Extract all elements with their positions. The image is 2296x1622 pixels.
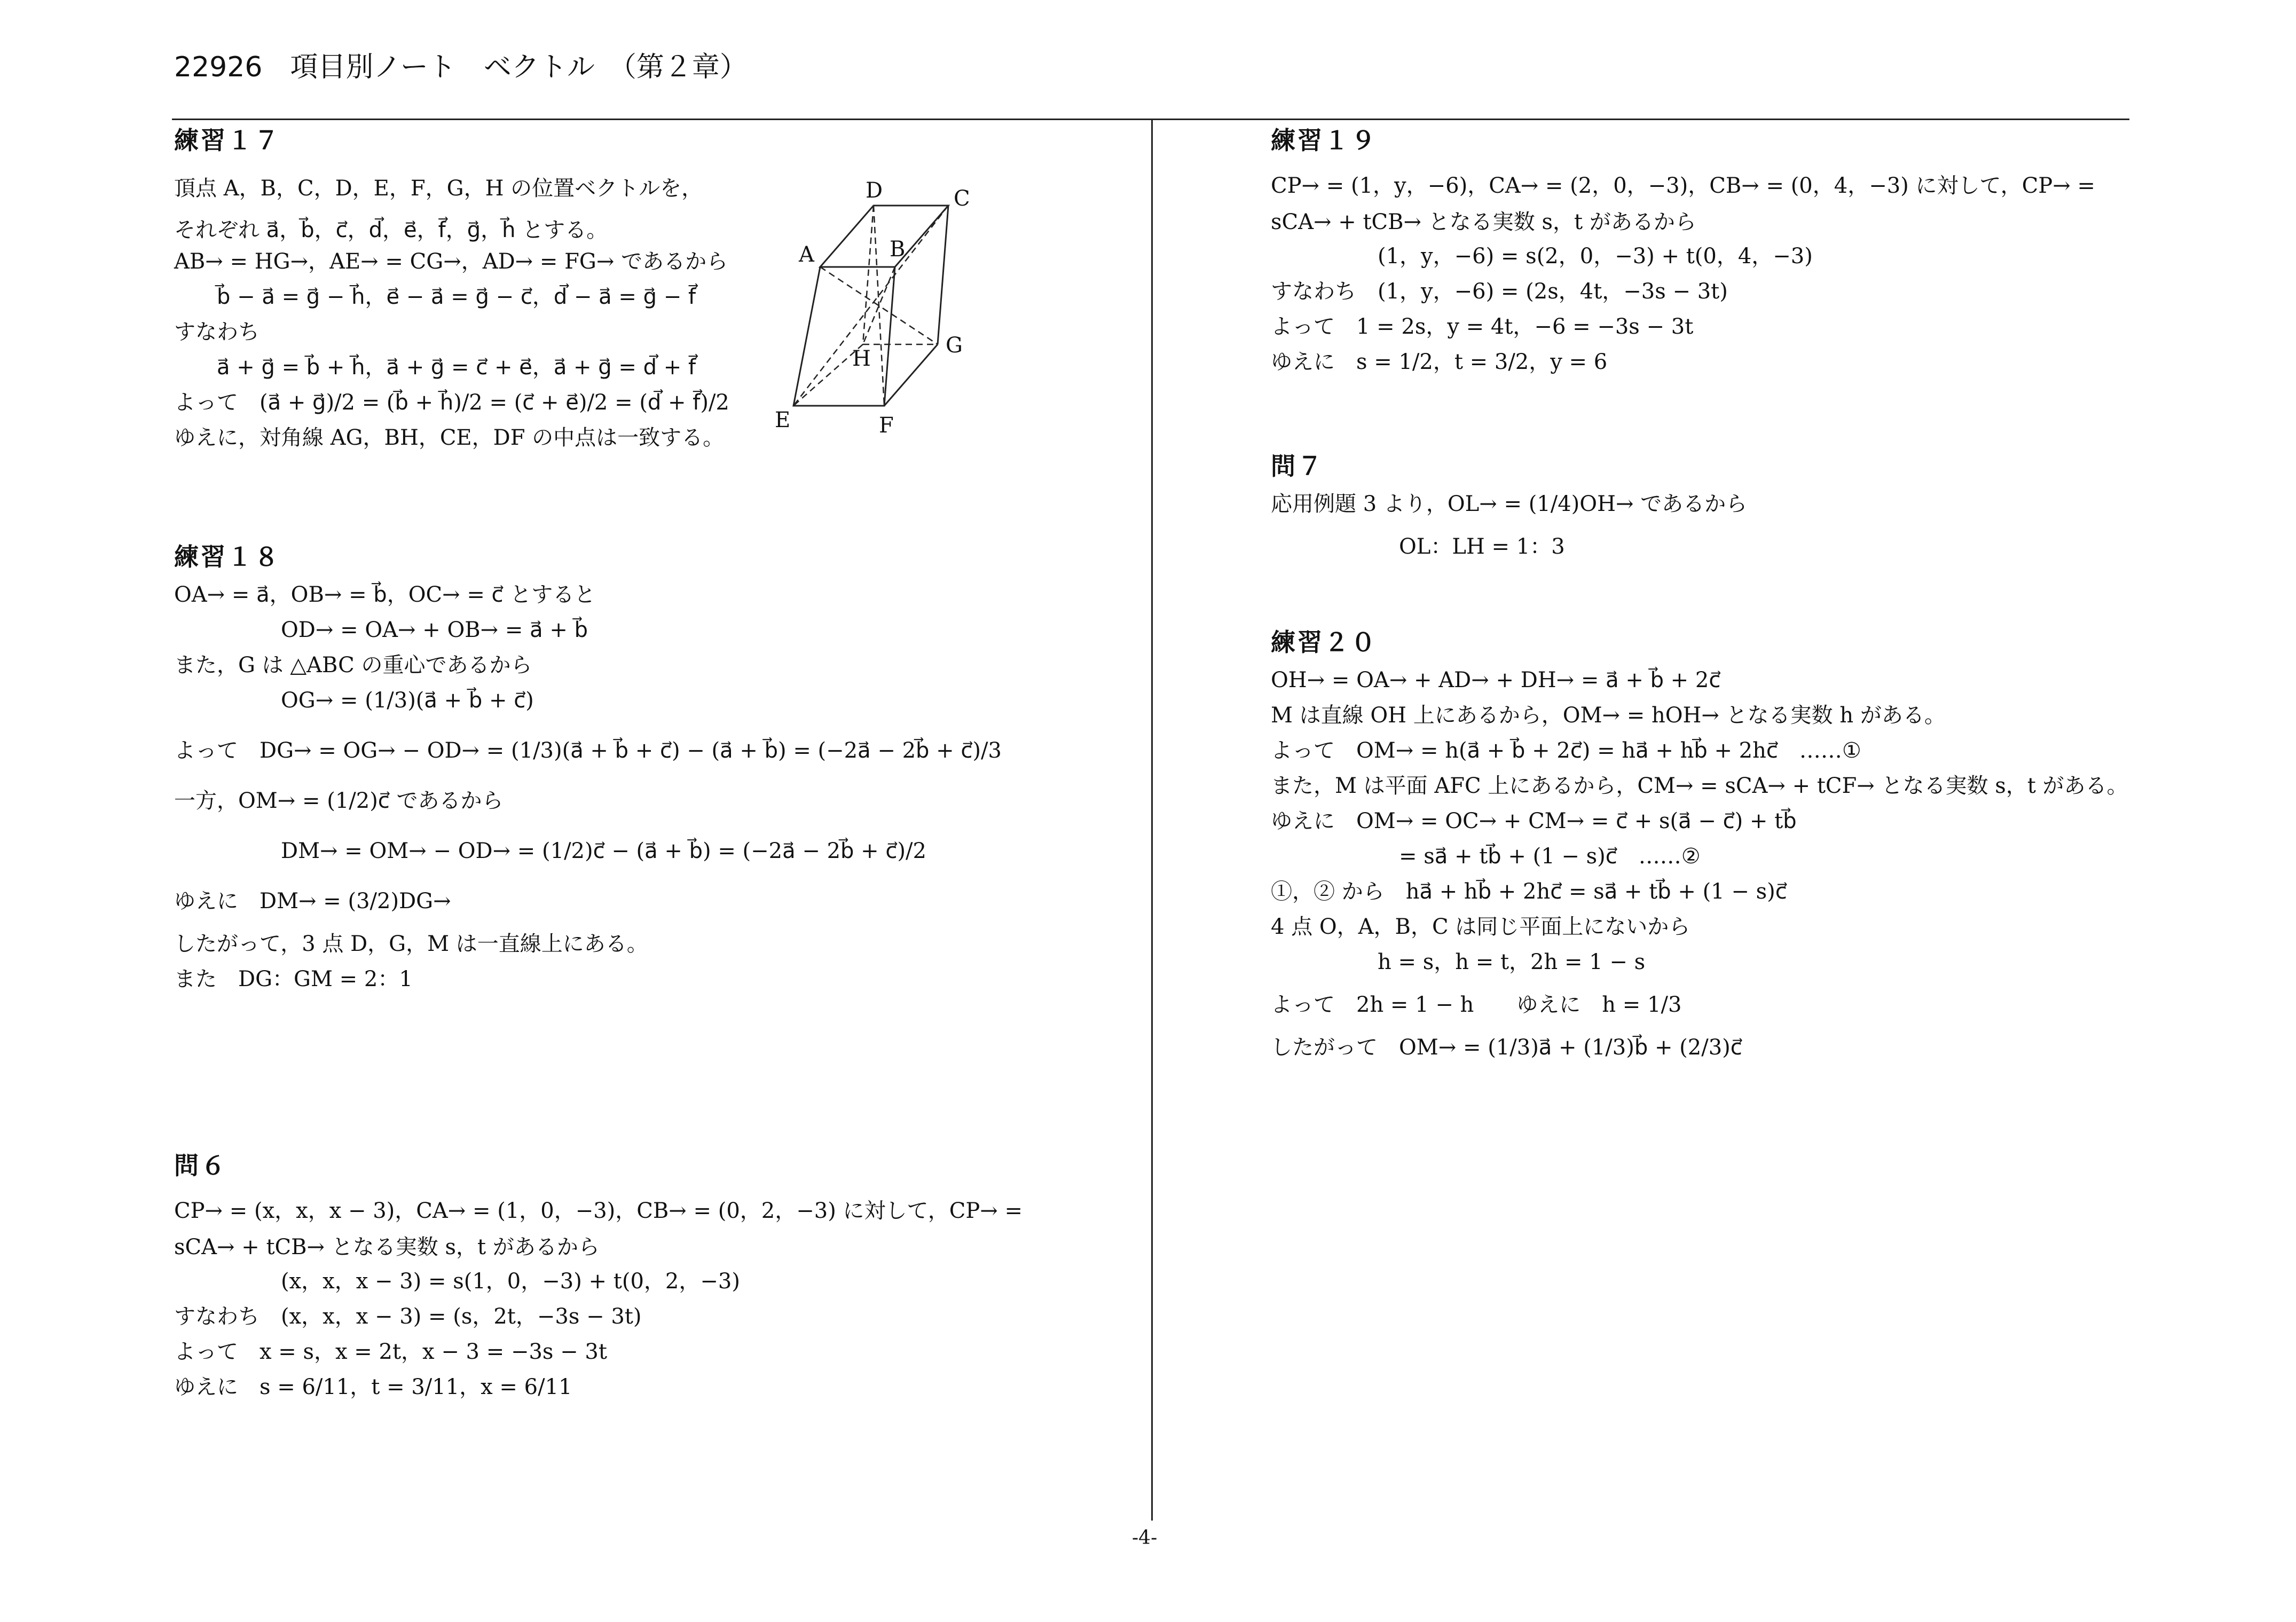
exercise-20-line: ゆえに OM→ = OC→ + CM→ = c⃗ + s(a⃗ − c⃗) + tb⃗ [1271,809,1797,833]
exercise-17-line: AB→ = HG→，AE→ = CG→，AD→ = FG→ であるから [174,249,728,274]
parallelepiped-figure [761,182,1082,474]
exercise-18-line: OD→ = OA→ + OB→ = a⃗ + b⃗ [281,618,588,642]
question-6-line: CP→ = (x，x，x − 3)，CA→ = (1，0，−3)，CB→ = (0，2，−3) に対して，CP→ = sCA→ + tCB→ となる実数 s，t があるから [174,1199,1023,1259]
exercise-19-title: 練習１９ [1271,126,1378,155]
exercise-20-line: よって OM→ = h(a⃗ + b⃗ + 2c⃗) = ha⃗ + hb⃗ + 2hc⃗ ……① [1271,738,1861,763]
page-number: -4- [1132,1527,1158,1549]
exercise-18-line: OG→ = (1/3)(a⃗ + b⃗ + c⃗) [281,688,534,713]
exercise-18-line: したがって，3 点 D，G，M は一直線上にある。 [174,932,648,956]
exercise-19-line: ゆえに s = 1/2，t = 3/2，y = 6 [1271,350,1608,374]
exercise-18-line: DM→ = OM→ − OD→ = (1/2)c⃗ − (a⃗ + b⃗) = (−2a⃗ − 2b⃗ + c⃗)/2 [281,839,926,863]
exercise-20-title: 練習２０ [1271,628,1378,657]
exercise-20-line: M は直線 OH 上にあるから，OM→ = hOH→ となる実数 h がある。 [1271,703,1946,728]
vertex-label-d: D [866,182,883,203]
exercise-20-line: したがって OM→ = (1/3)a⃗ + (1/3)b⃗ + (2/3)c⃗ [1271,1035,1742,1060]
diagonal-df [874,206,884,406]
exercise-20-line: h = s，h = t，2h = 1 − s [1378,950,1646,974]
exercise-17-line: すなわち [174,320,260,344]
exercise-18-line: また，G は △ABC の重心であるから [174,653,532,678]
question-6-line: ゆえに s = 6/11，t = 3/11，x = 6/11 [174,1375,572,1399]
question-6-line: すなわち (x，x，x − 3) = (s，2t，−3s − 3t) [174,1304,642,1329]
exercise-17-line: ゆえに，対角線 AG，BH，CE，DF の中点は一致する。 [174,426,725,450]
question-6-title: 問６ [174,1151,227,1180]
exercise-20-line: また，M は平面 AFC 上にあるから，CM→ = sCA→ + tCF→ となる実数 s，t がある。 [1271,774,2128,798]
exercise-20-line: = sa⃗ + tb⃗ + (1 − s)c⃗ ……② [1399,844,1701,869]
question-6-line: よって x = s，x = 2t，x − 3 = −3s − 3t [174,1340,607,1364]
header-rule [172,119,2129,120]
exercise-17-title: 練習１７ [174,126,281,155]
exercise-19-line: すなわち (1，y，−6) = (2s，4t，−3s − 3t) [1271,279,1728,304]
exercise-18-title: 練習１８ [174,542,281,571]
exercise-19-line: (1，y，−6) = s(2，0，−3) + t(0，4，−3) [1378,244,1813,269]
exercise-17-line: b⃗ − a⃗ = g⃗ − h⃗，e⃗ − a⃗ = g⃗ − c⃗，d⃗ − a⃗ = g⃗ − f⃗ [217,285,696,309]
exercise-17-line: よって (a⃗ + g⃗)/2 = (b⃗ + h⃗)/2 = (c⃗ + e⃗)/2 = (d⃗ + f⃗)/2 [174,390,729,415]
vertex-label-a: A [799,242,814,267]
exercise-17 [174,128,1135,462]
vertex-label-h: H [852,347,871,371]
cube-hidden-edge-dh [863,206,874,344]
question-7-line: OL：LH = 1：3 [1399,534,1565,559]
cube-front-face [793,267,895,406]
vertex-label-b: B [890,237,906,262]
exercise-19 [1271,128,2125,387]
exercise-17-line: 頂点 A，B，C，D，E，F，G，H の位置ベクトルを，それぞれ a⃗，b⃗，c⃗，d⃗，e⃗，f⃗，g⃗，h⃗ とする。 [174,176,703,242]
exercise-19-line: CP→ = (1，y，−6)，CA→ = (2，0，−3)，CB→ = (0，4，−3) に対して，CP→ = sCA→ + tCB→ となる実数 s，t があるから [1271,174,2095,234]
cube-edge-cg [938,206,948,344]
exercise-17-line: a⃗ + g⃗ = b⃗ + h⃗，a⃗ + g⃗ = c⃗ + e⃗，a⃗ + g⃗ = d⃗ + f⃗ [217,355,696,380]
diagonal-ce [793,206,948,406]
vertex-label-g: G [946,333,963,358]
cube-edge-gf [884,344,938,406]
exercise-18-line: よって DG→ = OG→ − OD→ = (1/3)(a⃗ + b⃗ + c⃗) − (a⃗ + b⃗) = (−2a⃗ − 2b⃗ + c⃗)/3 [174,738,1002,763]
exercise-20-line: ①，② から ha⃗ + hb⃗ + 2hc⃗ = sa⃗ + tb⃗ + (1 − s)c⃗ [1271,879,1787,904]
vertex-label-c: C [954,186,970,211]
exercise-20-line: OH→ = OA→ + AD→ + DH→ = a⃗ + b⃗ + 2c⃗ [1271,668,1721,692]
exercise-20-line: 4 点 O，A，B，C は同じ平面上にないから [1271,915,1690,939]
exercise-18-line: また DG：GM = 2：1 [174,967,413,991]
question-6 [174,1153,1135,1412]
exercise-18-line: OA→ = a⃗，OB→ = b⃗，OC→ = c⃗ とすると [174,582,596,607]
vertex-label-f: F [879,413,894,438]
exercise-18 [174,542,1135,1004]
exercise-18-line: 一方，OM→ = (1/2)c⃗ であるから [174,789,504,813]
parallelepiped-svg [761,182,1082,470]
exercise-20-line: よって 2h = 1 − h ゆえに h = 1/3 [1271,993,1682,1017]
exercise-18-line: ゆえに DM→ = (3/2)DG→ [174,889,451,914]
exercise-20 [1271,628,2128,1072]
question-7 [1271,454,2125,571]
cube-top-face [820,206,948,267]
exercise-19-line: よって 1 = 2s，y = 4t，−6 = −3s − 3t [1271,314,1694,339]
page-title: 22926 項目別ノート ベクトル （第２章） [174,51,748,83]
question-7-title: 問７ [1271,452,1324,481]
column-divider [1151,119,1153,1521]
question-7-line: 応用例題 3 より，OL→ = (1/4)OH→ であるから [1271,492,1748,516]
question-6-line: (x，x，x − 3) = s(1，0，−3) + t(0，2，−3) [281,1269,740,1294]
vertex-label-e: E [775,408,791,432]
